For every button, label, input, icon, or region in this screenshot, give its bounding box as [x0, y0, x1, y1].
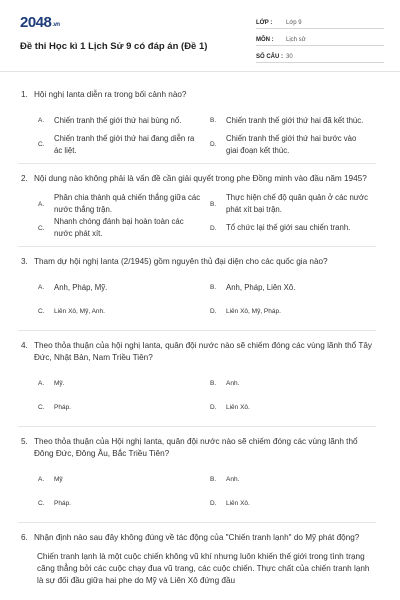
document-header: [0, 0, 400, 72]
question-6: [18, 523, 376, 594]
option-text: Chiến tranh thế giới thứ hai đang diễn ra ác liệt.: [54, 133, 195, 155]
option-d[interactable]: [210, 300, 376, 324]
meta-count-value: 30: [286, 54, 293, 60]
meta-class-value: Lớp 9: [286, 20, 302, 26]
option-b[interactable]: [210, 109, 376, 133]
option-letter: C.: [38, 500, 45, 507]
option-c[interactable]: [38, 216, 210, 240]
option-grid: [18, 372, 376, 420]
question-text: Nhận định nào sau đây không đúng về tác động của "Chiến tranh lạnh" do Mỹ phát động?: [34, 532, 360, 542]
option-d[interactable]: [210, 396, 376, 420]
option-c[interactable]: [38, 133, 210, 157]
logo-number: 2048: [20, 14, 52, 31]
option-letter: C.: [38, 404, 45, 411]
option-a[interactable]: [38, 276, 210, 300]
option-letter: D.: [210, 141, 217, 148]
option-c[interactable]: [38, 492, 210, 516]
question-2: [18, 164, 376, 248]
option-text: Chiến tranh thế giới thứ hai bước vào giai đoạn kết thúc.: [226, 133, 357, 155]
question-number: 3.: [21, 257, 28, 266]
option-letter: D.: [210, 404, 217, 411]
question-number: 1.: [21, 90, 28, 99]
meta-class: [256, 15, 384, 29]
option-grid: [18, 468, 376, 516]
meta-class-label: LỚP :: [256, 20, 273, 26]
question-text: Theo thỏa thuận của Hội nghị Ianta, quân đội nước nào sẽ chiếm đóng các vùng lãnh thổ Đông Đức, Đông Âu, Bắc Triều Tiên?: [34, 436, 358, 458]
option-d[interactable]: [210, 492, 376, 516]
option-b[interactable]: [210, 468, 376, 492]
meta-subject: [256, 32, 384, 46]
option-letter: B.: [210, 200, 217, 208]
option-text: Pháp.: [54, 403, 71, 411]
option-a[interactable]: [38, 109, 210, 133]
option-a[interactable]: [38, 372, 210, 396]
option-text: Chiến tranh thế giới thứ hai đã kết thúc.: [226, 115, 364, 125]
question-4: [18, 331, 376, 427]
option-letter: C.: [38, 308, 45, 315]
option-text: Anh, Pháp, Liên Xô.: [226, 282, 296, 292]
question-1: [18, 80, 376, 164]
option-text: Liên Xô, Mỹ, Pháp.: [226, 307, 281, 315]
option-text: Liên Xô.: [226, 499, 250, 507]
option-letter: A.: [38, 476, 45, 483]
question-number: 4.: [21, 340, 28, 350]
option-d[interactable]: [210, 133, 376, 157]
option-text: Pháp.: [54, 499, 71, 507]
option-letter: D.: [210, 308, 217, 315]
question-3: [18, 247, 376, 331]
question-number: 2.: [21, 173, 28, 183]
option-letter: B.: [210, 476, 217, 483]
option-text: Liên Xô, Mỹ, Anh.: [54, 307, 105, 315]
question-number: 6.: [21, 532, 28, 542]
option-letter: B.: [210, 380, 217, 387]
exam-title: Đề thi Học kì 1 Lịch Sử 9 có đáp án (Đề 1): [20, 41, 208, 52]
meta-count-label: SỐ CÂU :: [256, 54, 283, 60]
option-b[interactable]: [210, 372, 376, 396]
option-text: Phân chia thành quả chiến thắng giữa các nước thắng trận.: [54, 193, 201, 214]
option-text: Tổ chức lại thế giới sau chiến tranh.: [226, 223, 351, 232]
option-text: Mỹ: [54, 475, 63, 483]
question-passage: Chiến tranh lạnh là một cuộc chiến không vũ khí nhưng luôn khiến thế giới trong tình trạng căng thẳng bởi các cuộc chạy đua vũ trang, các cuộc chiến. Thực chất của chiến tranh lạnh là sự đối đầu giữa hai phe do Mỹ và Liên Xô đứng đầu: [37, 552, 370, 585]
option-letter: D.: [210, 500, 217, 507]
option-text: Anh, Pháp, Mỹ.: [54, 282, 108, 292]
option-text: Chiến tranh thế giới thứ hai bùng nổ.: [54, 115, 182, 125]
question-text: Theo thỏa thuận của hội nghị Ianta, quân đội nước nào sẽ chiếm đóng các vùng lãnh thổ Tây Đức, Nhật Bản, Nam Triều Tiên?: [34, 340, 372, 362]
option-letter: C.: [38, 141, 45, 148]
option-letter: D.: [210, 224, 217, 232]
question-list: [0, 72, 400, 593]
option-text: Mỹ.: [54, 379, 65, 387]
option-letter: B.: [210, 117, 217, 124]
option-text: Anh.: [226, 475, 240, 483]
meta-count: [256, 49, 384, 63]
option-d[interactable]: [210, 216, 376, 240]
meta-subject-label: MÔN :: [256, 37, 274, 43]
question-text: Tham dự hội nghị Ianta (2/1945) gồm nguyên thủ đại diện cho các quốc gia nào?: [34, 257, 328, 266]
option-b[interactable]: [210, 192, 376, 216]
option-b[interactable]: [210, 276, 376, 300]
option-text: Liên Xô.: [226, 403, 250, 411]
meta-subject-value: Lịch sử: [286, 37, 306, 43]
option-c[interactable]: [38, 300, 210, 324]
option-letter: A.: [38, 380, 45, 387]
option-a[interactable]: [38, 468, 210, 492]
option-a[interactable]: [38, 192, 210, 216]
option-text: Anh.: [226, 379, 240, 387]
option-grid: [18, 109, 376, 157]
option-c[interactable]: [38, 396, 210, 420]
option-letter: C.: [38, 224, 45, 232]
question-text: Hội nghị Ianta diễn ra trong bối cảnh nào?: [34, 90, 187, 99]
option-text: Thực hiện chế độ quân quản ở các nước phát xít bại trận.: [226, 193, 369, 214]
logo-tld: .vn: [52, 22, 60, 28]
question-text: Nội dung nào không phải là vấn đề cần giải quyết trong phe Đồng minh vào đầu năm 1945?: [34, 173, 367, 183]
option-letter: A.: [38, 200, 45, 208]
option-letter: A.: [38, 284, 45, 291]
question-5: [18, 427, 376, 523]
exam-meta: [256, 15, 384, 66]
question-number: 5.: [21, 436, 28, 446]
option-letter: A.: [38, 117, 45, 124]
option-letter: B.: [210, 284, 217, 291]
option-grid: [18, 192, 376, 240]
option-text: Nhanh chóng đánh bại hoàn toàn các nước phát xít.: [54, 217, 184, 238]
option-grid: [18, 276, 376, 324]
